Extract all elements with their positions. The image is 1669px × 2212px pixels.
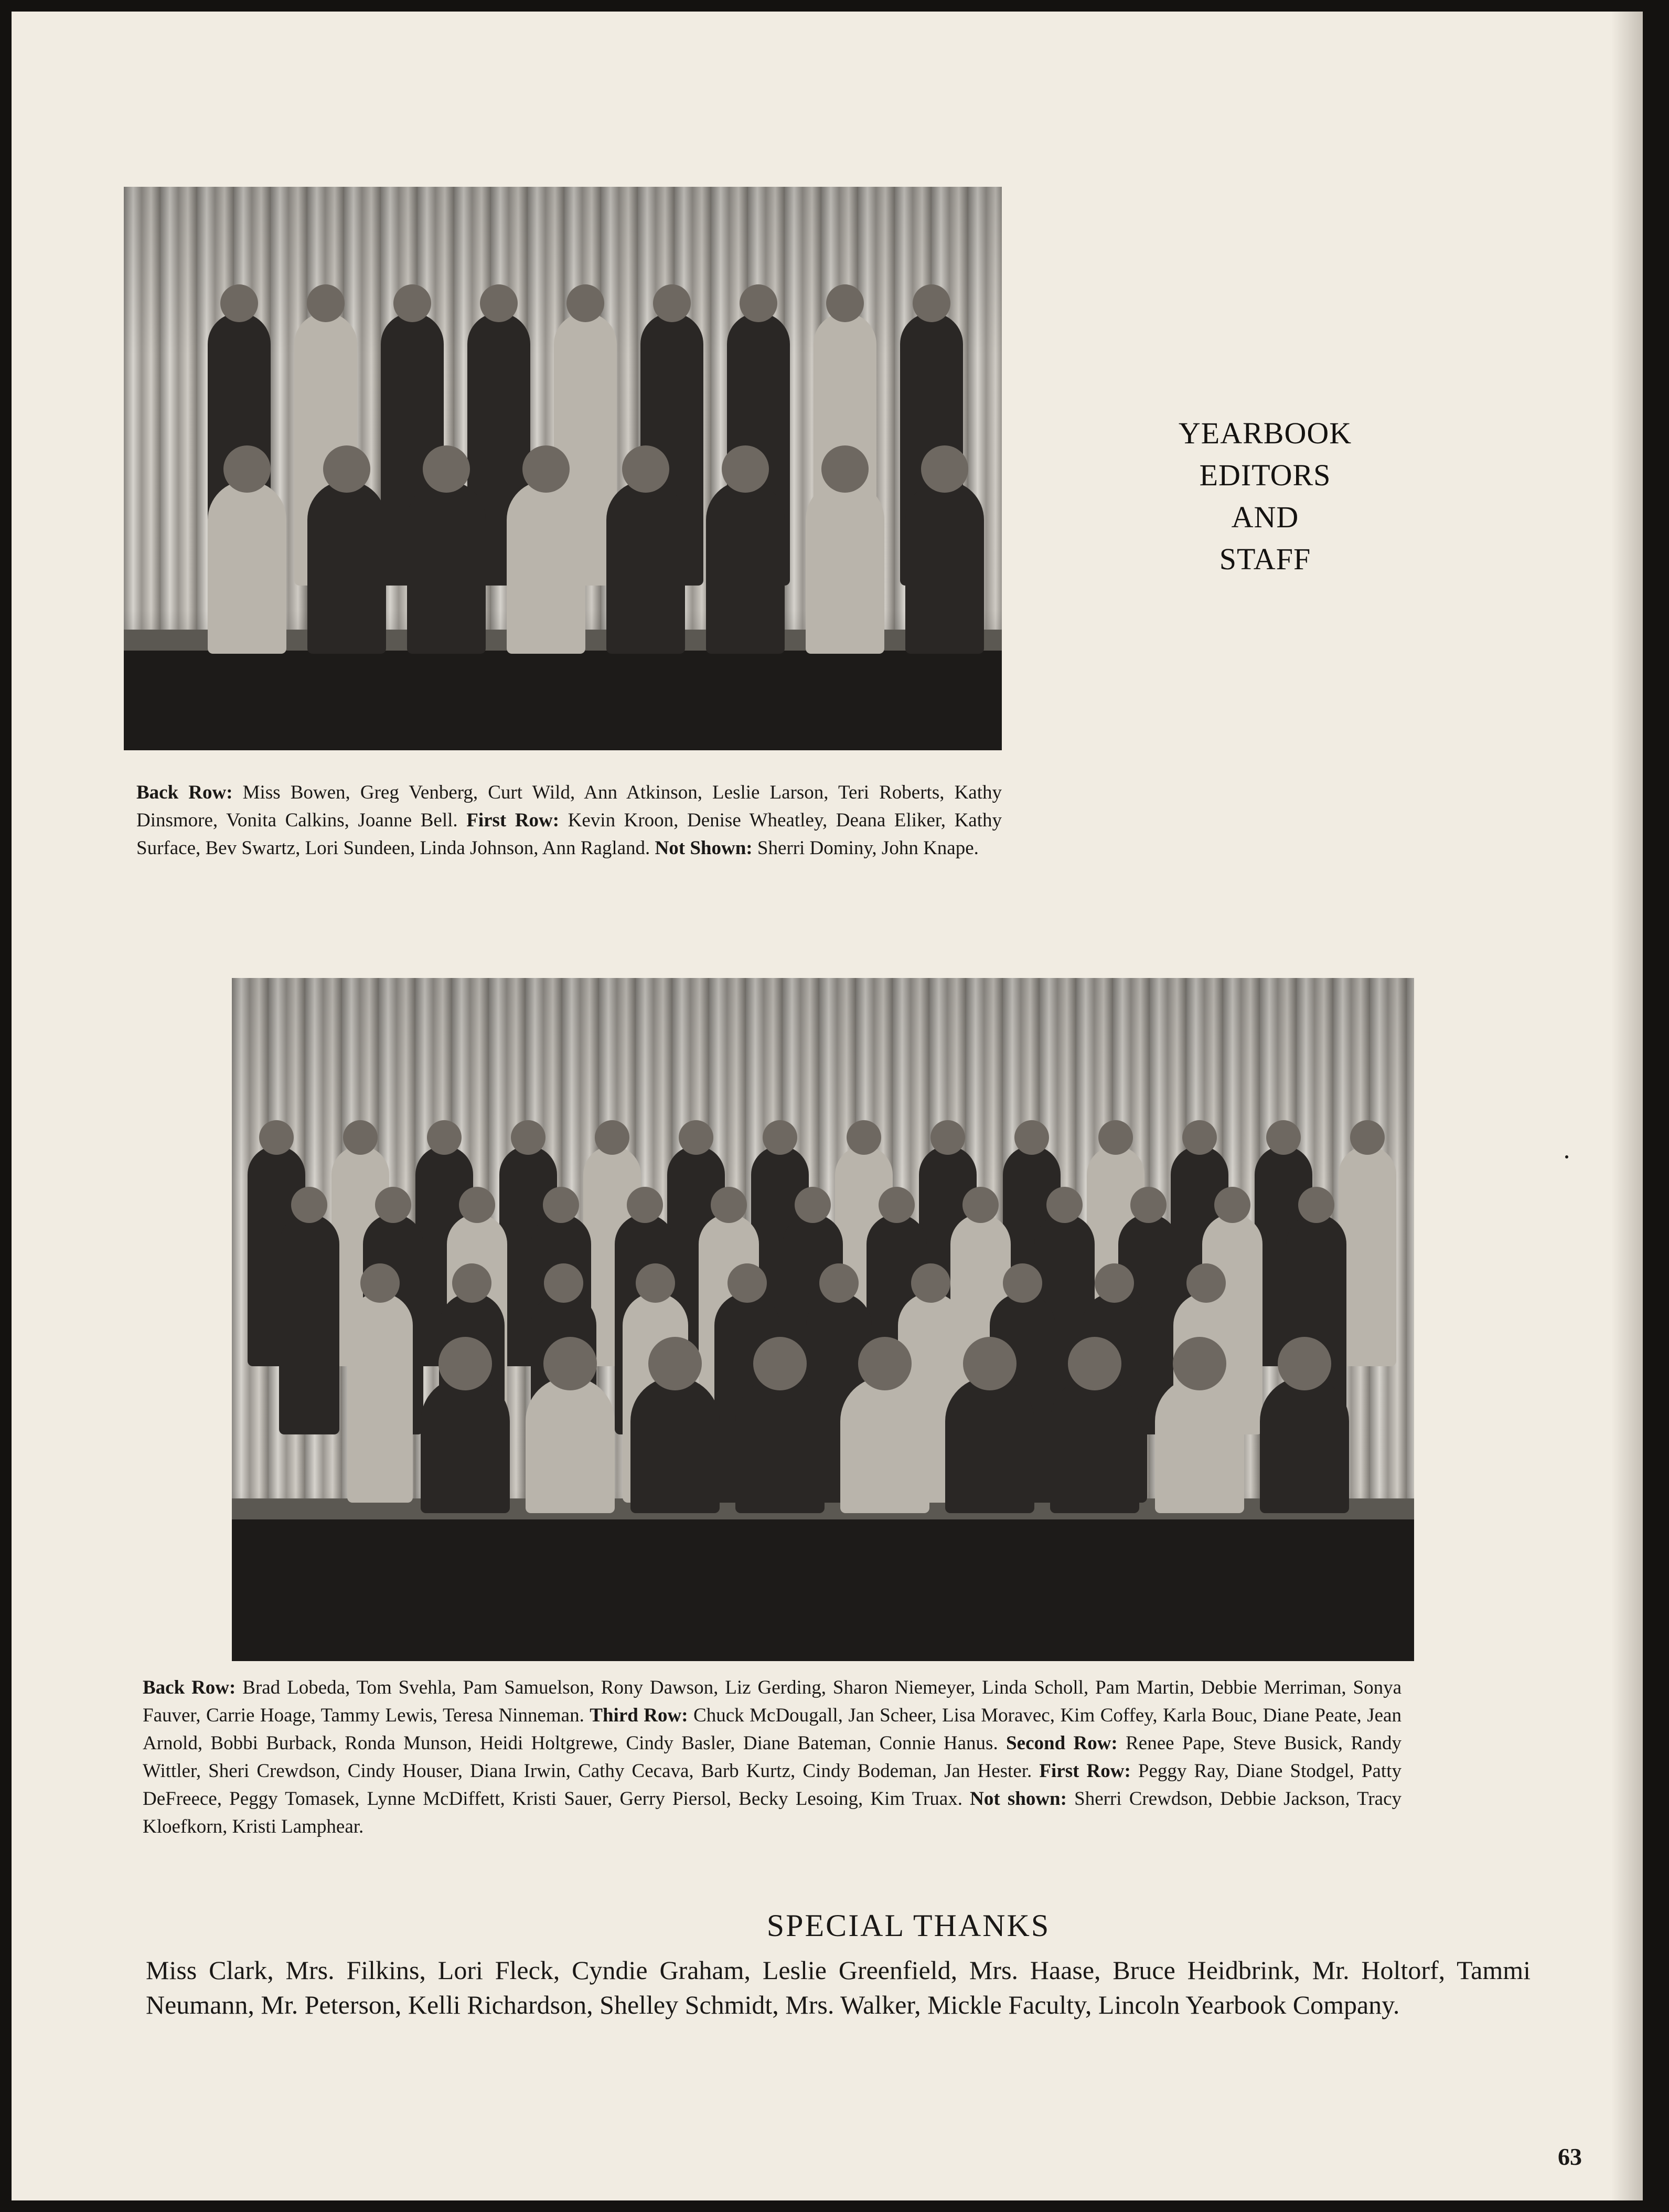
- person-silhouette: [507, 481, 585, 654]
- special-thanks-body: Miss Clark, Mrs. Filkins, Lori Fleck, Cyndie Graham, Leslie Greenfield, Mrs. Haase, Bruce Heidbrink, Mr. Holtorf, Tammi Neumann, Mr. Peterson, Kelli Richardson, Shelley Schmidt, Mrs. Walker, Mickle Faculty, Lincoln Yearbook Company.: [146, 1955, 1531, 2019]
- person-silhouette: [1050, 1377, 1139, 1513]
- person-head: [722, 445, 769, 493]
- person-head: [622, 445, 669, 493]
- person-silhouette: [526, 1377, 615, 1513]
- person-head: [375, 1187, 411, 1223]
- person-head: [1095, 1263, 1134, 1303]
- editors-staff-photo-top: [124, 187, 1002, 750]
- person-head: [511, 1120, 545, 1155]
- person-head: [544, 1263, 583, 1303]
- person-head: [223, 445, 271, 493]
- person-head: [259, 1120, 294, 1155]
- person-head: [522, 445, 570, 493]
- editors-staff-photo-bottom: [232, 978, 1414, 1661]
- person-head: [648, 1337, 702, 1390]
- stage-floor: [232, 1498, 1414, 1661]
- caption-top: [136, 779, 1002, 862]
- person-head: [323, 445, 370, 493]
- person-silhouette: [1260, 1377, 1349, 1513]
- person-head: [1186, 1263, 1226, 1303]
- caption-row-label: Back Row:: [136, 782, 233, 803]
- person-silhouette: [706, 481, 785, 654]
- person-head: [480, 284, 518, 322]
- person-head: [627, 1187, 663, 1223]
- person-head: [1014, 1120, 1049, 1155]
- page-number: 63: [1558, 2143, 1582, 2170]
- caption-row-label: Not shown:: [970, 1788, 1067, 1810]
- person-head: [753, 1337, 807, 1390]
- person-head: [962, 1187, 999, 1223]
- caption-row-names: Miss Bowen, Greg Venberg, Curt Wild, Ann Atkinson, Leslie Larson, Teri Roberts, Kathy Dinsmore, Vonita Calkins, Joanne Bell.: [136, 782, 1002, 831]
- person-head: [566, 284, 604, 322]
- person-head: [921, 445, 968, 493]
- person-head: [1068, 1337, 1121, 1390]
- person-head: [819, 1263, 859, 1303]
- person-head: [543, 1187, 579, 1223]
- person-silhouette: [421, 1377, 510, 1513]
- person-head: [307, 284, 345, 322]
- person-head: [438, 1337, 492, 1390]
- person-silhouette: [1155, 1377, 1244, 1513]
- caption-row-names: Sherri Crewdson, Debbie Jackson, Tracy Kloefkorn, Kristi Lamphear.: [143, 1788, 1401, 1837]
- person-head: [911, 1263, 950, 1303]
- title-line: EDITORS: [1199, 458, 1331, 492]
- person-silhouette: [208, 481, 286, 654]
- person-head: [220, 284, 258, 322]
- person-head: [636, 1263, 675, 1303]
- person-head: [963, 1337, 1017, 1390]
- person-head: [1350, 1120, 1385, 1155]
- person-head: [679, 1120, 713, 1155]
- person-head: [795, 1187, 831, 1223]
- person-head: [711, 1187, 747, 1223]
- person-head: [595, 1120, 629, 1155]
- person-head: [423, 445, 470, 493]
- person-head: [291, 1187, 327, 1223]
- person-head: [1173, 1337, 1226, 1390]
- title-line: STAFF: [1219, 542, 1311, 576]
- person-silhouette: [806, 481, 884, 654]
- caption-bottom: [143, 1674, 1401, 1841]
- caption-row-label: First Row:: [466, 810, 560, 831]
- person-silhouette: [606, 481, 685, 654]
- caption-row-label: Third Row:: [590, 1705, 688, 1726]
- person-silhouette: [1339, 1146, 1396, 1366]
- person-head: [826, 284, 864, 322]
- person-head: [1298, 1187, 1334, 1223]
- person-head: [459, 1187, 495, 1223]
- person-head: [1214, 1187, 1250, 1223]
- person-head: [452, 1263, 491, 1303]
- person-head: [847, 1120, 881, 1155]
- person-head: [427, 1120, 462, 1155]
- person-head: [913, 284, 950, 322]
- person-head: [740, 284, 777, 322]
- person-silhouette: [905, 481, 984, 654]
- title-line: YEARBOOK: [1178, 416, 1352, 450]
- caption-row-names: Kevin Kroon, Denise Wheatley, Deana Eliker, Kathy Surface, Bev Swartz, Lori Sundeen, Linda Johnson, Ann Ragland.: [136, 810, 1002, 859]
- caption-row-names: Brad Lobeda, Tom Svehla, Pam Samuelson, Rony Dawson, Liz Gerding, Sharon Niemeyer, Linda Scholl, Pam Martin, Debbie Merriman, Sonya Fauver, Carrie Hoage, Tammy Lewis, Teresa Ninneman.: [143, 1677, 1401, 1726]
- person-head: [727, 1263, 767, 1303]
- caption-row-names: Chuck McDougall, Jan Scheer, Lisa Moravec, Kim Coffey, Karla Bouc, Diane Peate, Jean Arnold, Bobbi Burback, Ronda Munson, Heidi Holtgrewe, Cindy Basler, Diane Bateman, Connie Hanus.: [143, 1705, 1401, 1754]
- person-silhouette: [840, 1377, 929, 1513]
- caption-row-label: Second Row:: [1006, 1732, 1118, 1754]
- person-head: [879, 1187, 915, 1223]
- person-head: [1130, 1187, 1167, 1223]
- caption-row-names: Renee Pape, Steve Busick, Randy Wittler, Sheri Crewdson, Cindy Houser, Diana Irwin, Cathy Cecava, Barb Kurtz, Cindy Bodeman, Jan Hester.: [143, 1732, 1402, 1782]
- person-silhouette: [735, 1377, 825, 1513]
- person-head: [1003, 1263, 1042, 1303]
- person-head: [543, 1337, 597, 1390]
- person-head: [1278, 1337, 1331, 1390]
- person-head: [930, 1120, 965, 1155]
- person-silhouette: [347, 1293, 413, 1503]
- person-silhouette: [279, 1214, 339, 1434]
- section-title: [1124, 412, 1407, 580]
- person-head: [821, 445, 869, 493]
- caption-row-label: Not Shown:: [655, 837, 753, 859]
- caption-row-names: Peggy Ray, Diane Stodgel, Patty DeFreece, Peggy Tomasek, Lynne McDiffett, Kristi Sauer, Gerry Piersol, Becky Lesoing, Kim Truax.: [143, 1760, 1401, 1810]
- person-silhouette: [307, 481, 386, 654]
- person-silhouette: [945, 1377, 1034, 1513]
- person-silhouette: [407, 481, 486, 654]
- person-head: [653, 284, 691, 322]
- caption-row-label: First Row:: [1039, 1760, 1131, 1782]
- person-head: [343, 1120, 378, 1155]
- person-head: [1098, 1120, 1133, 1155]
- person-head: [763, 1120, 797, 1155]
- person-silhouette: [630, 1377, 720, 1513]
- page-dot-mark: [1565, 1155, 1568, 1158]
- person-head: [1266, 1120, 1301, 1155]
- special-thanks-heading: SPECIAL THANKS: [766, 1908, 1051, 1943]
- caption-row-label: Back Row:: [143, 1677, 236, 1698]
- person-head: [393, 284, 431, 322]
- person-head: [1182, 1120, 1217, 1155]
- person-head: [360, 1263, 400, 1303]
- caption-row-names: Sherri Dominy, John Knape.: [752, 837, 979, 859]
- title-line: AND: [1231, 500, 1299, 534]
- person-head: [858, 1337, 912, 1390]
- yearbook-page: [12, 12, 1643, 2200]
- person-head: [1046, 1187, 1083, 1223]
